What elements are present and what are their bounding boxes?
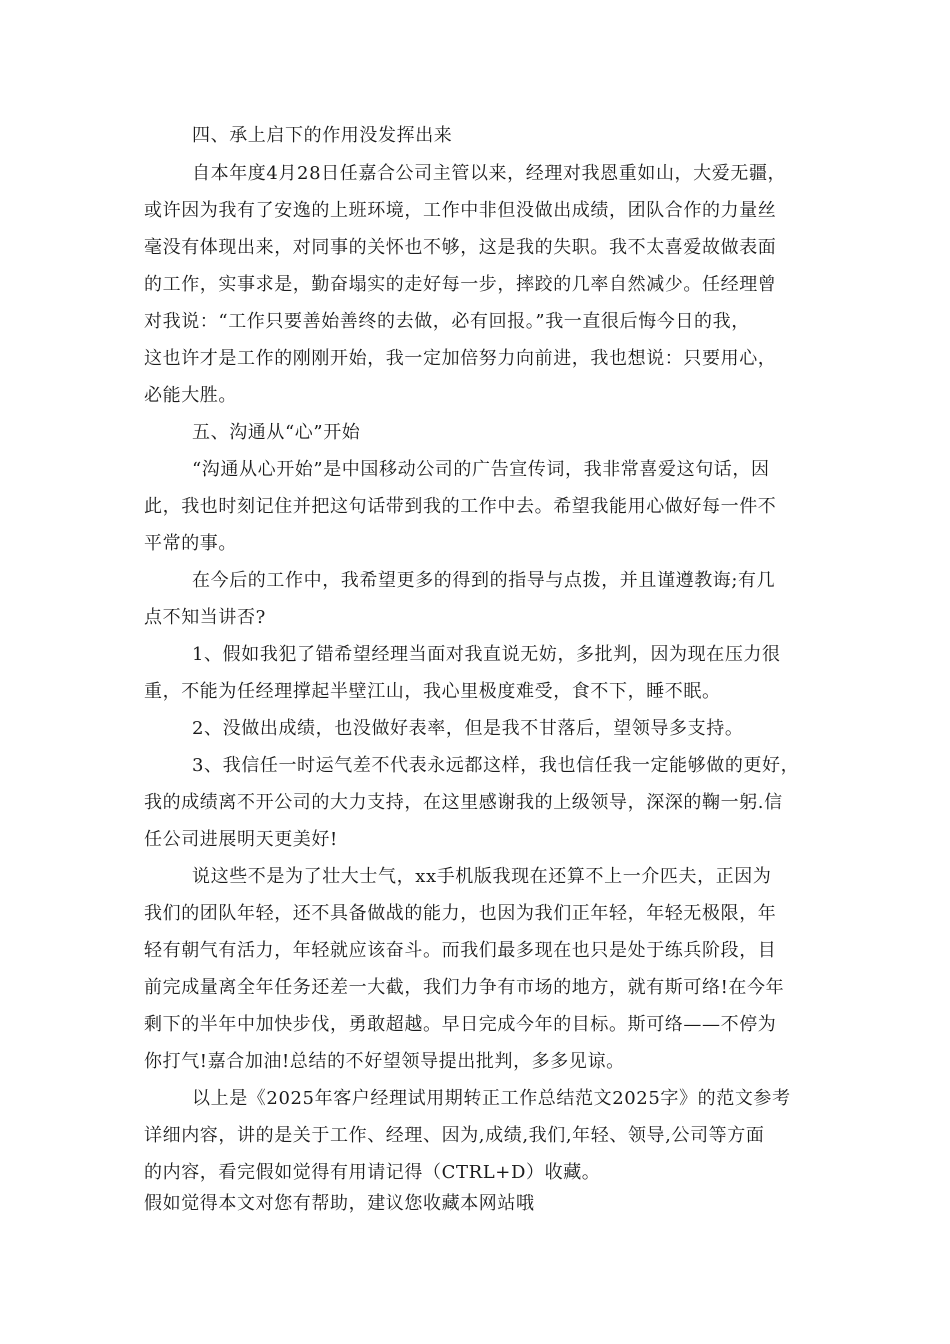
paragraph-line: 点不知当讲否? <box>144 607 266 628</box>
list-item-3: 3、我信任一时运气差不代表永远都这样，我也信任我一定能够做的更好， <box>192 755 800 776</box>
paragraph-line: 我们的团队年轻，还不具备做战的能力，也因为我们正年轻，年轻无极限，年 <box>144 903 777 924</box>
paragraph-line: 你打气!嘉合加油!总结的不好望领导提出批判，多多见谅。 <box>144 1051 625 1072</box>
paragraph-line: 平常的事。 <box>144 533 237 554</box>
paragraph-line: 的内容，看完假如觉得有用请记得（CTRL+D）收藏。 <box>144 1162 601 1183</box>
paragraph-line: “沟通从心开始”是中国移动公司的广告宣传词，我非常喜爱这句话，因 <box>192 459 770 480</box>
paragraph-line: 在今后的工作中，我希望更多的得到的指导与点拨，并且谨遵教诲;有几 <box>192 570 776 591</box>
paragraph-line: 这也许才是工作的刚刚开始，我一定加倍努力向前进，我也想说：只要用心， <box>144 348 777 369</box>
paragraph-line: 轻有朝气有活力，年轻就应该奋斗。而我们最多现在也只是处于练兵阶段，目 <box>144 940 777 961</box>
paragraph-line: 任公司进展明天更美好! <box>144 829 338 850</box>
paragraph-line: 必能大胜。 <box>144 385 237 406</box>
paragraph-line: 毫没有体现出来，对同事的关怀也不够，这是我的失职。我不太喜爱故做表面 <box>144 237 777 258</box>
paragraph-line: 剩下的半年中加快步伐，勇敢超越。早日完成今年的目标。斯可络——不停为 <box>144 1014 777 1035</box>
paragraph-line: 前完成量离全年任务还差一大截，我们力争有市场的地方，就有斯可络!在今年 <box>144 977 785 998</box>
paragraph-line: 自本年度4月28日任嘉合公司主管以来，经理对我恩重如山，大爱无疆， <box>192 163 787 184</box>
footer-note: 假如觉得本文对您有帮助，建议您收藏本网站哦 <box>144 1193 535 1214</box>
paragraph-line: 对我说：“工作只要善始善终的去做，必有回报。”我一直很后悔今日的我， <box>144 311 750 332</box>
paragraph-line: 重，不能为任经理撑起半壁江山，我心里极度难受，食不下，睡不眠。 <box>144 681 721 702</box>
paragraph-line: 详细内容，讲的是关于工作、经理、因为,成绩,我们,年轻、领导,公司等方面 <box>144 1125 765 1146</box>
list-item-2: 2、没做出成绩，也没做好表率，但是我不甘落后，望领导多支持。 <box>192 718 744 739</box>
paragraph-line: 的工作，实事求是，勤奋塌实的走好每一步，摔跤的几率自然减少。任经理曾 <box>144 274 777 295</box>
paragraph-line: 以上是《2025年客户经理试用期转正工作总结范文2025字》的范文参考 <box>192 1088 791 1109</box>
heading-section-4: 四、承上启下的作用没发挥出来 <box>192 125 453 146</box>
paragraph-line: 说这些不是为了壮大士气，xx手机版我现在还算不上一介匹夫，正因为 <box>192 866 772 887</box>
list-item-1: 1、假如我犯了错希望经理当面对我直说无妨，多批判，因为现在压力很 <box>192 644 781 665</box>
paragraph-line: 此，我也时刻记住并把这句话带到我的工作中去。希望我能用心做好每一件不 <box>144 496 777 517</box>
heading-section-5: 五、沟通从“心”开始 <box>192 422 361 443</box>
paragraph-line: 或许因为我有了安逸的上班环境，工作中非但没做出成绩，团队合作的力量丝 <box>144 200 777 221</box>
paragraph-line: 我的成绩离不开公司的大力支持，在这里感谢我的上级领导，深深的鞠一躬.信 <box>144 792 783 813</box>
